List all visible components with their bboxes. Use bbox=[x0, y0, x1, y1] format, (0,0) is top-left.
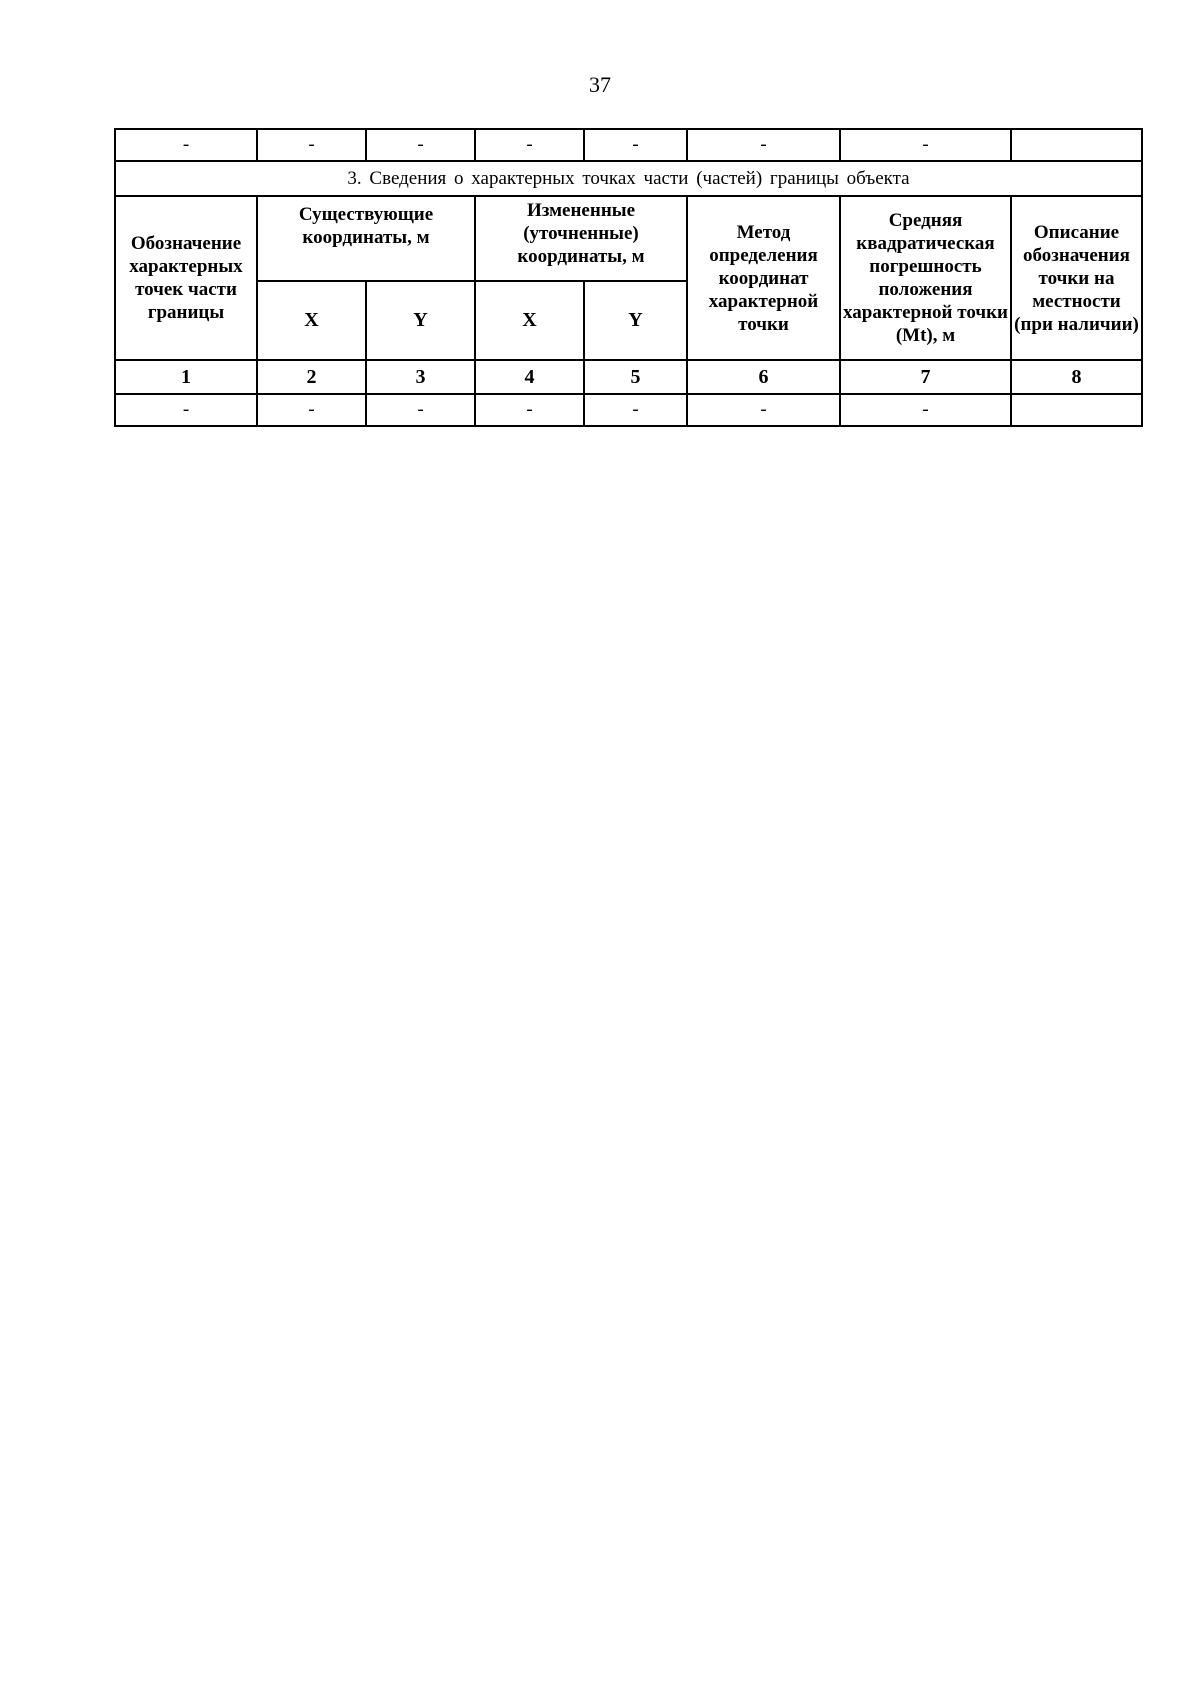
header-existing-coordinates: Существующие координаты, м bbox=[257, 196, 475, 281]
header-point-description: Описание обозначения точки на местности (при наличии) bbox=[1011, 196, 1142, 360]
page-number: 37 bbox=[589, 72, 611, 97]
boundary-points-table bbox=[114, 128, 1143, 427]
section-title: 3. Сведения о характерных точках части (частей) границы объекта bbox=[115, 161, 1142, 196]
header-mean-error: Средняя квадратическая погрешность положения характерной точки (Mt), м bbox=[840, 196, 1011, 360]
table-cell: - bbox=[366, 129, 475, 161]
table-cell bbox=[1011, 129, 1142, 161]
table-cell: - bbox=[257, 394, 366, 426]
table-cell: - bbox=[840, 129, 1011, 161]
header-x-changed: X bbox=[475, 281, 584, 360]
column-number: 8 bbox=[1011, 360, 1142, 394]
table-cell: - bbox=[584, 394, 687, 426]
column-number: 2 bbox=[257, 360, 366, 394]
header-point-designation: Обозначение характерных точек части границы bbox=[115, 196, 257, 360]
header-x-existing: X bbox=[257, 281, 366, 360]
table-cell: - bbox=[475, 129, 584, 161]
table-cell: - bbox=[584, 129, 687, 161]
table-row bbox=[115, 394, 1142, 426]
column-number: 3 bbox=[366, 360, 475, 394]
header-row-1 bbox=[115, 196, 1142, 281]
table-cell: - bbox=[257, 129, 366, 161]
header-changed-coordinates: Измененные (уточненные) координаты, м bbox=[475, 196, 687, 281]
table-cell: - bbox=[687, 394, 840, 426]
header-y-changed: Y bbox=[584, 281, 687, 360]
table-cell: - bbox=[687, 129, 840, 161]
table-cell: - bbox=[115, 129, 257, 161]
header-method: Метод определения координат характерной точки bbox=[687, 196, 840, 360]
section-title-row bbox=[115, 161, 1142, 196]
column-number: 7 bbox=[840, 360, 1011, 394]
previous-table-row bbox=[115, 129, 1142, 161]
column-numbers-row bbox=[115, 360, 1142, 394]
column-number: 5 bbox=[584, 360, 687, 394]
table-cell: - bbox=[115, 394, 257, 426]
table-cell: - bbox=[366, 394, 475, 426]
table-cell bbox=[1011, 394, 1142, 426]
header-y-existing: Y bbox=[366, 281, 475, 360]
column-number: 1 bbox=[115, 360, 257, 394]
column-number: 4 bbox=[475, 360, 584, 394]
table-cell: - bbox=[840, 394, 1011, 426]
table-cell: - bbox=[475, 394, 584, 426]
column-number: 6 bbox=[687, 360, 840, 394]
